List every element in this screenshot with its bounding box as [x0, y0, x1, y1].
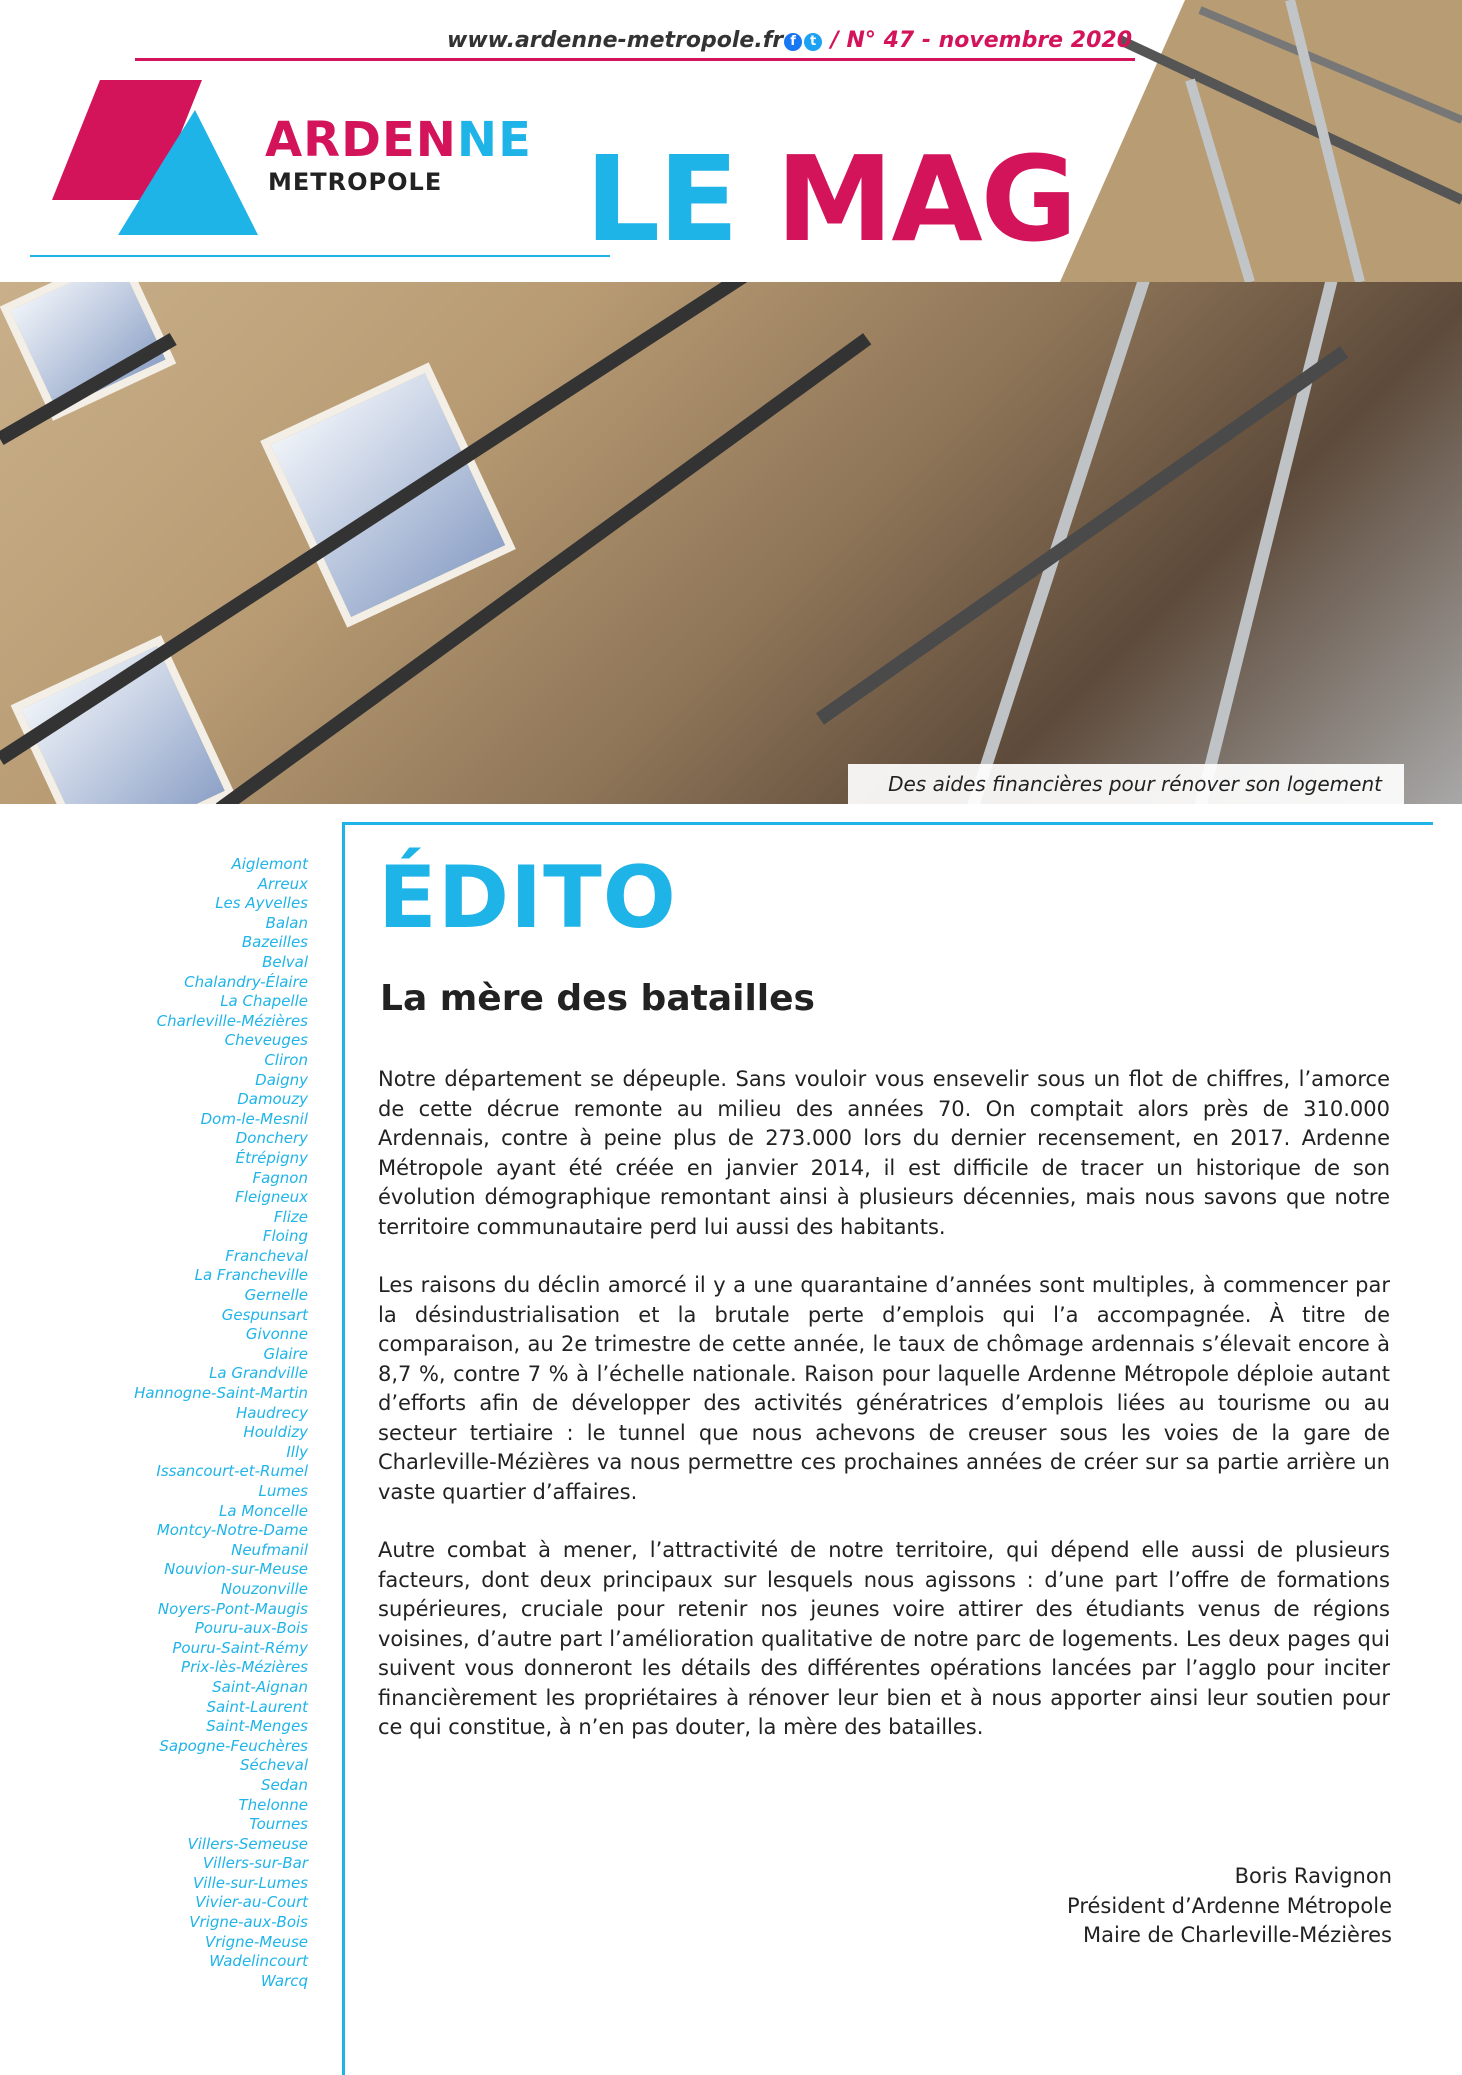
paragraph: Les raisons du déclin amorcé il y a une quarantaine d’années sont multiples, à commencer par la désindustrialisation et la brutale perte d’emplois qui l’a accompagnée. À titre de comparaison, au 2e trimestre de cette année, le taux de chômage ardennais s’élevait encore à 8,7 %, contre 7 % à l’échelle nationale. Raison pour laquelle Ardenne Métropole déploie autant d’efforts afin de développer des activités génératrices d’emplois liées au tourisme ou au secteur tertiaire : le tunnel que nous achevons de creuser sous les voies de la gare de Charleville-Mézières va nous permettre ces prochaines années de créer sur sa partie arrière un vaste quartier d’affaires. [378, 1273, 1390, 1504]
paragraph: Notre département se dépeuple. Sans vouloir vous ensevelir sous un flot de chiffres, l’amorce de cette décrue remonte au milieu des années 70. On comptait alors près de 310.000 Ardennais, contre à peine plus de 273.000 lors du dernier recensement, en 2017. Ardenne Métropole ayant été créée en janvier 2014, il est difficile de tracer un historique de son évolution démographique remontant ainsi à plusieurs décennies, mais nous savons que notre territoire communautaire perd lui aussi des habitants. [378, 1067, 1390, 1239]
commune-item: Villers-Semeuse [187, 1834, 308, 1853]
commune-item: La Chapelle [220, 992, 308, 1011]
window-shape [11, 635, 236, 804]
commune-item: Saint-Aignan [212, 1677, 308, 1696]
commune-item: Warcq [260, 1971, 308, 1990]
commune-item: Arreux [257, 874, 308, 893]
commune-item: Sapogne-Feuchères [159, 1736, 308, 1755]
issue-number: / N° 47 - novembre 2020 [830, 28, 1132, 53]
signature-role: Maire de Charleville-Mézières [1082, 1923, 1392, 1947]
commune-item: Charleville-Mézières [156, 1011, 308, 1030]
commune-item: Gespunsart [221, 1305, 308, 1324]
commune-item: Damouzy [237, 1090, 308, 1109]
commune-item: Saint-Menges [206, 1717, 308, 1736]
commune-item: Illy [286, 1442, 308, 1461]
commune-item: Villers-sur-Bar [202, 1854, 308, 1873]
magazine-title: LE MAG [585, 130, 1076, 268]
commune-item: Hannogne-Saint-Martin [134, 1384, 308, 1403]
commune-item: Givonne [245, 1325, 308, 1344]
commune-item: Chalandry-Élaire [184, 972, 308, 991]
commune-item: Floing [262, 1227, 308, 1246]
facebook-icon[interactable]: f [784, 33, 802, 51]
communes-list [60, 855, 308, 1991]
commune-item: Ville-sur-Lumes [192, 1873, 308, 1892]
commune-item: Wadelincourt [209, 1952, 308, 1971]
section-heading: ÉDITO [378, 848, 677, 948]
commune-item: Sedan [261, 1775, 308, 1794]
commune-item: Saint-Laurent [206, 1697, 308, 1716]
commune-item: Les Ayvelles [215, 894, 308, 913]
commune-item: La Moncelle [219, 1501, 308, 1520]
commune-item: Fleigneux [235, 1188, 308, 1207]
commune-item: Sécheval [240, 1756, 308, 1775]
article-body [378, 1065, 1390, 1772]
commune-item: Nouvion-sur-Meuse [164, 1560, 308, 1579]
commune-item: Francheval [225, 1246, 308, 1265]
commune-item: Pouru-Saint-Rémy [172, 1638, 308, 1657]
commune-item: Balan [265, 913, 308, 932]
article-title: La mère des batailles [380, 978, 815, 1019]
commune-item: Donchery [235, 1129, 308, 1148]
commune-item: Flize [273, 1207, 308, 1226]
commune-item: La Grandville [209, 1364, 308, 1383]
commune-item: Vrigne-Meuse [205, 1932, 308, 1951]
website-link[interactable]: www.ardenne-metropole.fr [447, 28, 784, 53]
commune-item: Étrépigny [235, 1148, 308, 1167]
commune-item: Gernelle [244, 1286, 308, 1305]
signature [1067, 1862, 1392, 1951]
commune-item: Dom-le-Mesnil [200, 1109, 308, 1128]
commune-item: Prix-lès-Mézières [181, 1658, 308, 1677]
commune-item: Glaire [263, 1344, 308, 1363]
commune-item: La Francheville [194, 1266, 308, 1285]
signature-role: Président d’Ardenne Métropole [1067, 1893, 1392, 1918]
logo-rule [30, 255, 610, 257]
commune-item: Daigny [255, 1070, 308, 1089]
commune-item: Thelonne [238, 1795, 308, 1814]
cover-photo [0, 282, 1462, 804]
photo-caption: Des aides financières pour rénover son logement [848, 764, 1404, 804]
commune-item: Noyers-Pont-Maugis [157, 1599, 308, 1618]
commune-item: Vivier-au-Court [195, 1893, 308, 1912]
commune-item: Cliron [264, 1050, 308, 1069]
commune-item: Aiglemont [231, 855, 308, 873]
commune-item: Neufmanil [231, 1540, 308, 1559]
commune-item: Nouzonville [220, 1579, 308, 1598]
commune-item: Vrigne-aux-Bois [189, 1913, 308, 1932]
commune-item: Tournes [249, 1815, 308, 1834]
commune-item: Pouru-aux-Bois [194, 1619, 308, 1638]
commune-item: Houldizy [243, 1423, 308, 1442]
commune-item: Montcy-Notre-Dame [156, 1521, 308, 1540]
commune-item: Lumes [258, 1482, 308, 1500]
signature-name: Boris Ravignon [1234, 1864, 1392, 1888]
commune-item: Cheveuges [224, 1031, 308, 1050]
header-rule [135, 58, 1135, 61]
masthead [447, 28, 1132, 53]
twitter-icon[interactable]: t [804, 33, 822, 51]
paragraph: Autre combat à mener, l’attractivité de notre territoire, qui dépend elle aussi de plusieurs facteurs, dont deux principaux sur lesquels nous agissons : d’une part l’offre de formations supérieures, cruciale pour retenir nos jeunes voire attirer des étudiants venus de régions voisines, d’autre part l’amélioration qualitative de notre parc de logements. Les deux pages qui suivent vous donneront les détails des différentes opérations lancées par l’agglo pour inciter financièrement les propriétaires à rénover leur bien et à nous apporter ainsi leur soutien pour ce qui constitue, à n’en pas douter, la mère des batailles. [378, 1538, 1390, 1739]
commune-item: Belval [262, 952, 308, 971]
logo-wordmark: ARDENNE [265, 112, 532, 168]
commune-item: Issancourt-et-Rumel [156, 1462, 308, 1481]
window-shape [260, 362, 516, 627]
commune-item: Fagnon [252, 1168, 308, 1187]
commune-item: Bazeilles [241, 933, 308, 952]
commune-item: Haudrecy [235, 1403, 308, 1422]
logo-subtitle: METROPOLE [268, 168, 443, 196]
